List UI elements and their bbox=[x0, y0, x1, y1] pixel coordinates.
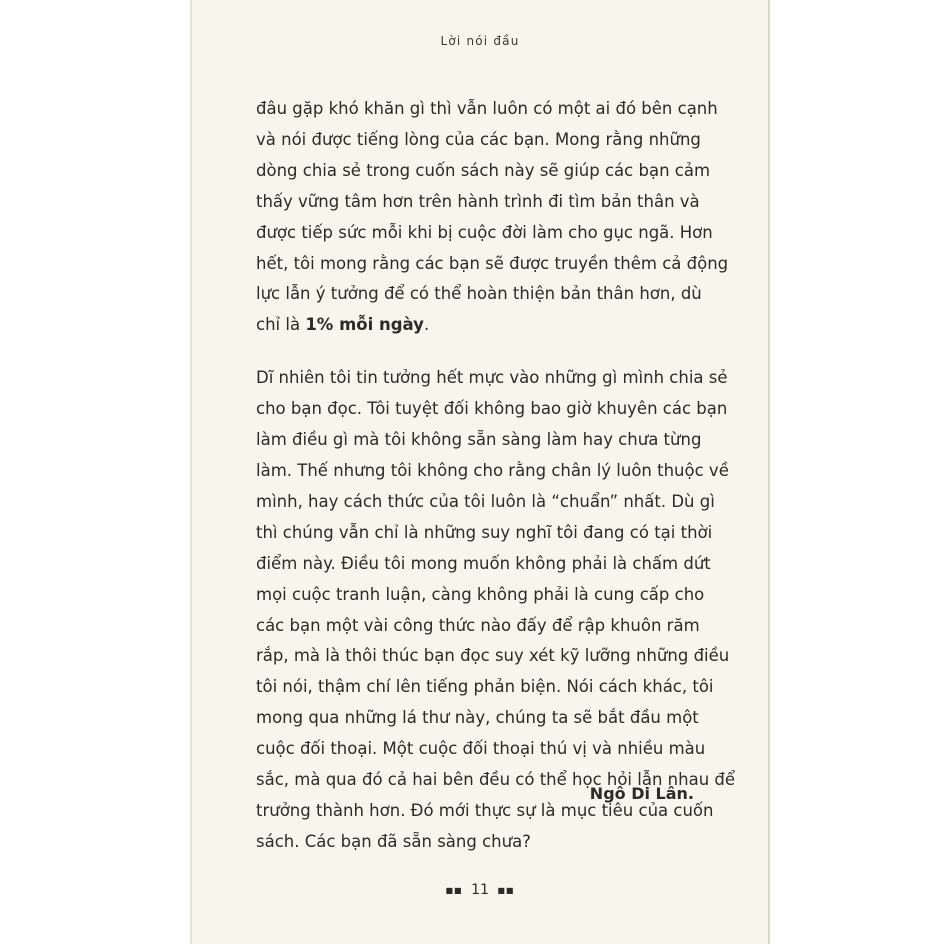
folio-ornament-left: ■■ bbox=[445, 885, 463, 895]
text-line: làm điều gì mà tôi không sẵn sàng làm hay chưa từng bbox=[256, 430, 702, 450]
text-line: dòng chia sẻ trong cuốn sách này sẽ giúp các bạn cảm bbox=[256, 160, 711, 180]
body-text bbox=[256, 94, 736, 858]
author-signature: Ngô Di Lân. bbox=[589, 784, 694, 803]
text-line: tôi nói, thậm chí lên tiếng phản biện. Nói cách khác, tôi bbox=[256, 677, 714, 697]
page-folio bbox=[190, 882, 770, 898]
text-line: được tiếp sức mỗi khi bị cuộc đời làm cho gục ngã. Hơn bbox=[256, 222, 713, 242]
text-line: thì chúng vẫn chỉ là những suy nghĩ tôi đang có tại thời bbox=[256, 522, 713, 542]
text-line: hết, tôi mong rằng các bạn sẽ được truyền thêm cả động bbox=[256, 253, 729, 273]
text-line: lực lẫn ý tưởng để có thể hoàn thiện bản thân hơn, dù bbox=[256, 284, 702, 304]
paragraph-1 bbox=[256, 94, 729, 341]
text-line: làm. Thế nhưng tôi không cho rằng chân lý luôn thuộc về bbox=[256, 460, 729, 480]
text-line: cho bạn đọc. Tôi tuyệt đối không bao giờ khuyên các bạn bbox=[256, 399, 728, 419]
text-run: . bbox=[423, 315, 430, 335]
book-page bbox=[190, 0, 770, 944]
text-line: thấy vững tâm hơn trên hành trình đi tìm bản thân và bbox=[256, 191, 700, 211]
page-number: 11 bbox=[471, 882, 489, 898]
text-line: mình, hay cách thức của tôi luôn là “chuẩn” nhất. Dù gì bbox=[256, 491, 715, 511]
text-line: cuộc đối thoại. Một cuộc đối thoại thú vị và nhiều màu bbox=[256, 739, 706, 759]
text-line: trưởng thành hơn. Đó mới thực sự là mục tiêu của cuốn bbox=[256, 800, 714, 820]
text-line-last bbox=[256, 310, 694, 341]
text-line: mọi cuộc tranh luận, càng không phải là cung cấp cho bbox=[256, 584, 705, 604]
running-head: Lời nói đầu bbox=[440, 34, 520, 48]
page-edge bbox=[768, 0, 770, 944]
text-run: chỉ là bbox=[256, 315, 306, 335]
text-line: đâu gặp khó khăn gì thì vẫn luôn có một ai đó bên cạnh bbox=[256, 99, 718, 118]
text-line: sắc, mà qua đó cả hai bên đều có thể học hỏi lẫn nhau để bbox=[256, 770, 736, 790]
text-line: các bạn một vài công thức nào đấy để rập khuôn răm bbox=[256, 615, 700, 635]
text-line: Dĩ nhiên tôi tin tưởng hết mực vào những gì mình chia sẻ bbox=[256, 368, 728, 388]
emphasis-text: 1% mỗi ngày bbox=[305, 315, 424, 335]
folio-ornament-right: ■■ bbox=[497, 885, 515, 895]
text-line: rắp, mà là thôi thúc bạn đọc suy xét kỹ lưỡng những điều bbox=[256, 646, 730, 666]
text-line: mong qua những lá thư này, chúng ta sẽ bắt đầu một bbox=[256, 708, 699, 728]
text-line: và nói được tiếng lòng của các bạn. Mong rằng những bbox=[256, 129, 701, 149]
text-line-last: sách. Các bạn đã sẵn sàng chưa? bbox=[256, 831, 531, 851]
text-line: điểm này. Điều tôi mong muốn không phải là chấm dứt bbox=[256, 553, 711, 573]
